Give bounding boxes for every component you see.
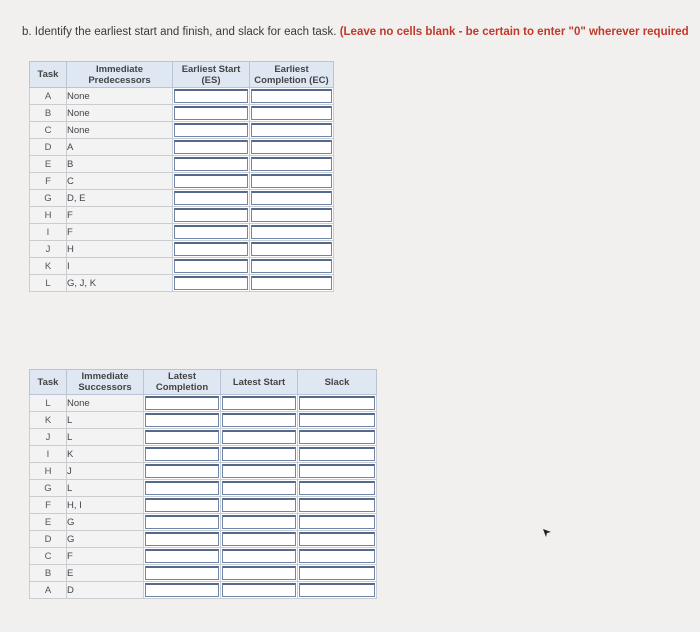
relation-cell: K	[67, 446, 144, 463]
relation-cell: L	[67, 412, 144, 429]
table-row	[30, 582, 377, 599]
earliest-completion-input[interactable]	[251, 174, 332, 188]
earliest-start-cell	[173, 258, 250, 275]
table-row	[30, 241, 334, 258]
task-cell: H	[30, 463, 67, 480]
slack-cell	[298, 446, 377, 463]
latest-start-cell	[221, 480, 298, 497]
table-row	[30, 514, 377, 531]
latest-completion-input[interactable]	[145, 532, 219, 546]
latest-start-input[interactable]	[222, 583, 296, 597]
earliest-completion-input[interactable]	[251, 89, 332, 103]
latest-start-input[interactable]	[222, 532, 296, 546]
earliest-start-cell	[173, 207, 250, 224]
task-cell: K	[30, 412, 67, 429]
latest-completion-input[interactable]	[145, 566, 219, 580]
earliest-start-input[interactable]	[174, 123, 248, 137]
earliest-start-input[interactable]	[174, 174, 248, 188]
table-row	[30, 497, 377, 514]
header-task-2: Task	[30, 370, 67, 395]
earliest-completion-input[interactable]	[251, 140, 332, 154]
earliest-start-cell	[173, 173, 250, 190]
latest-completion-cell	[144, 463, 221, 480]
table-row	[30, 463, 377, 480]
table-row	[30, 395, 377, 412]
relation-cell: J	[67, 463, 144, 480]
earliest-start-input[interactable]	[174, 225, 248, 239]
task-cell: F	[30, 173, 67, 190]
earliest-start-input[interactable]	[174, 259, 248, 273]
slack-cell	[298, 395, 377, 412]
relation-cell: None	[67, 88, 173, 105]
earliest-completion-cell	[250, 156, 334, 173]
latest-start-input[interactable]	[222, 549, 296, 563]
table-row	[30, 412, 377, 429]
latest-start-cell	[221, 514, 298, 531]
slack-cell	[298, 463, 377, 480]
relation-cell: H, I	[67, 497, 144, 514]
relation-cell: G	[67, 514, 144, 531]
task-cell: D	[30, 139, 67, 156]
slack-cell	[298, 497, 377, 514]
mouse-pointer-icon	[542, 528, 552, 538]
latest-completion-input[interactable]	[145, 481, 219, 495]
table-row	[30, 139, 334, 156]
slack-input[interactable]	[299, 396, 375, 410]
latest-start-cell	[221, 497, 298, 514]
instruction-prefix: b. Identify the earliest start and finish, and slack for each task.	[22, 26, 340, 38]
task-cell: L	[30, 395, 67, 412]
earliest-start-cell	[173, 122, 250, 139]
latest-start-cell	[221, 463, 298, 480]
task-cell: K	[30, 258, 67, 275]
task-cell: I	[30, 224, 67, 241]
header-immediate-successors: Immediate Successors	[67, 370, 144, 395]
slack-input[interactable]	[299, 464, 375, 478]
latest-start-input[interactable]	[222, 566, 296, 580]
latest-start-cell	[221, 565, 298, 582]
earliest-start-input[interactable]	[174, 140, 248, 154]
earliest-completion-input[interactable]	[251, 259, 332, 273]
table-row	[30, 565, 377, 582]
latest-completion-input[interactable]	[145, 464, 219, 478]
table-row	[30, 446, 377, 463]
slack-cell	[298, 429, 377, 446]
latest-completion-cell	[144, 565, 221, 582]
task-cell: G	[30, 190, 67, 207]
table-row	[30, 156, 334, 173]
task-cell: A	[30, 88, 67, 105]
earliest-completion-input[interactable]	[251, 225, 332, 239]
earliest-completion-cell	[250, 173, 334, 190]
latest-start-cell	[221, 412, 298, 429]
latest-start-input[interactable]	[222, 515, 296, 529]
earliest-start-input[interactable]	[174, 276, 248, 290]
table-row	[30, 190, 334, 207]
task-cell: D	[30, 531, 67, 548]
table-row	[30, 173, 334, 190]
latest-completion-cell	[144, 548, 221, 565]
latest-completion-input[interactable]	[145, 413, 219, 427]
earliest-completion-input[interactable]	[251, 157, 332, 171]
table-row	[30, 122, 334, 139]
earliest-start-input[interactable]	[174, 89, 248, 103]
table-row	[30, 480, 377, 497]
slack-input[interactable]	[299, 481, 375, 495]
task-cell: G	[30, 480, 67, 497]
slack-input[interactable]	[299, 532, 375, 546]
slack-cell	[298, 582, 377, 599]
latest-start-input[interactable]	[222, 498, 296, 512]
earliest-completion-input[interactable]	[251, 191, 332, 205]
earliest-completion-cell	[250, 105, 334, 122]
earliest-completion-input[interactable]	[251, 242, 332, 256]
latest-completion-cell	[144, 480, 221, 497]
relation-cell: B	[67, 156, 173, 173]
earliest-start-cell	[173, 241, 250, 258]
relation-cell: C	[67, 173, 173, 190]
latest-start-input[interactable]	[222, 413, 296, 427]
header-latest-completion: Latest Completion	[144, 370, 221, 395]
relation-cell: A	[67, 139, 173, 156]
relation-cell: I	[67, 258, 173, 275]
task-cell: C	[30, 122, 67, 139]
instruction-bold: (Leave no cells blank - be certain to enter "0" wherever required	[339, 26, 689, 38]
slack-input[interactable]	[299, 498, 375, 512]
task-cell: A	[30, 582, 67, 599]
task-cell: E	[30, 156, 67, 173]
earliest-start-input[interactable]	[174, 242, 248, 256]
slack-cell	[298, 548, 377, 565]
table-row	[30, 548, 377, 565]
relation-cell: None	[67, 105, 173, 122]
task-cell: E	[30, 514, 67, 531]
latest-start-cell	[221, 429, 298, 446]
latest-start-cell	[221, 446, 298, 463]
slack-input[interactable]	[299, 413, 375, 427]
earliest-completion-input[interactable]	[251, 208, 332, 222]
earliest-completion-cell	[250, 207, 334, 224]
slack-cell	[298, 565, 377, 582]
latest-completion-input[interactable]	[145, 498, 219, 512]
instruction-text	[22, 26, 700, 38]
header-task: Task	[30, 62, 67, 88]
earliest-start-cell	[173, 190, 250, 207]
slack-input[interactable]	[299, 430, 375, 444]
earliest-start-cell	[173, 156, 250, 173]
slack-cell	[298, 531, 377, 548]
header-earliest-start: Earliest Start (ES)	[173, 62, 250, 88]
relation-cell: None	[67, 395, 144, 412]
earliest-completion-input[interactable]	[251, 123, 332, 137]
earliest-start-input[interactable]	[174, 208, 248, 222]
latest-completion-cell	[144, 531, 221, 548]
table-row	[30, 105, 334, 122]
header-earliest-completion: Earliest Completion (EC)	[250, 62, 334, 88]
earliest-completion-cell	[250, 122, 334, 139]
task-cell: B	[30, 105, 67, 122]
earliest-completion-cell	[250, 275, 334, 292]
relation-cell: D	[67, 582, 144, 599]
slack-input[interactable]	[299, 515, 375, 529]
earliest-completion-cell	[250, 224, 334, 241]
table-row	[30, 275, 334, 292]
earliest-start-cell	[173, 88, 250, 105]
latest-completion-input[interactable]	[145, 447, 219, 461]
earliest-completion-cell	[250, 241, 334, 258]
header-latest-start: Latest Start	[221, 370, 298, 395]
latest-start-cell	[221, 395, 298, 412]
earliest-start-cell	[173, 275, 250, 292]
task-cell: C	[30, 548, 67, 565]
earliest-completion-cell	[250, 258, 334, 275]
slack-cell	[298, 514, 377, 531]
earliest-completion-cell	[250, 88, 334, 105]
latest-times-table	[29, 369, 377, 599]
latest-completion-input[interactable]	[145, 515, 219, 529]
task-cell: F	[30, 497, 67, 514]
header-immediate-predecessors: Immediate Predecessors	[67, 62, 173, 88]
slack-input[interactable]	[299, 549, 375, 563]
earliest-start-input[interactable]	[174, 106, 248, 120]
relation-cell: L	[67, 480, 144, 497]
earliest-start-input[interactable]	[174, 157, 248, 171]
latest-completion-input[interactable]	[145, 396, 219, 410]
task-cell: B	[30, 565, 67, 582]
relation-cell: None	[67, 122, 173, 139]
relation-cell: G	[67, 531, 144, 548]
latest-completion-cell	[144, 497, 221, 514]
table-row	[30, 224, 334, 241]
table-row	[30, 531, 377, 548]
earliest-completion-input[interactable]	[251, 106, 332, 120]
earliest-start-cell	[173, 105, 250, 122]
relation-cell: D, E	[67, 190, 173, 207]
earliest-times-table	[29, 61, 334, 292]
latest-start-cell	[221, 582, 298, 599]
table-row	[30, 88, 334, 105]
latest-start-input[interactable]	[222, 430, 296, 444]
table-row	[30, 429, 377, 446]
table-row	[30, 258, 334, 275]
task-cell: J	[30, 429, 67, 446]
task-cell: H	[30, 207, 67, 224]
latest-start-cell	[221, 531, 298, 548]
relation-cell: G, J, K	[67, 275, 173, 292]
slack-input[interactable]	[299, 583, 375, 597]
slack-input[interactable]	[299, 566, 375, 580]
latest-start-cell	[221, 548, 298, 565]
latest-start-input[interactable]	[222, 481, 296, 495]
latest-completion-input[interactable]	[145, 430, 219, 444]
task-cell: I	[30, 446, 67, 463]
relation-cell: H	[67, 241, 173, 258]
earliest-completion-cell	[250, 139, 334, 156]
latest-completion-cell	[144, 412, 221, 429]
earliest-start-cell	[173, 139, 250, 156]
task-cell: L	[30, 275, 67, 292]
table-row	[30, 207, 334, 224]
latest-completion-input[interactable]	[145, 549, 219, 563]
earliest-start-input[interactable]	[174, 191, 248, 205]
header-slack: Slack	[298, 370, 377, 395]
relation-cell: F	[67, 224, 173, 241]
latest-start-input[interactable]	[222, 396, 296, 410]
latest-completion-cell	[144, 446, 221, 463]
latest-completion-cell	[144, 582, 221, 599]
latest-start-input[interactable]	[222, 447, 296, 461]
slack-cell	[298, 412, 377, 429]
latest-completion-cell	[144, 429, 221, 446]
relation-cell: L	[67, 429, 144, 446]
latest-start-input[interactable]	[222, 464, 296, 478]
latest-completion-cell	[144, 395, 221, 412]
earliest-completion-input[interactable]	[251, 276, 332, 290]
latest-completion-input[interactable]	[145, 583, 219, 597]
relation-cell: F	[67, 207, 173, 224]
slack-cell	[298, 480, 377, 497]
relation-cell: F	[67, 548, 144, 565]
earliest-start-cell	[173, 224, 250, 241]
latest-completion-cell	[144, 514, 221, 531]
slack-input[interactable]	[299, 447, 375, 461]
relation-cell: E	[67, 565, 144, 582]
task-cell: J	[30, 241, 67, 258]
earliest-completion-cell	[250, 190, 334, 207]
